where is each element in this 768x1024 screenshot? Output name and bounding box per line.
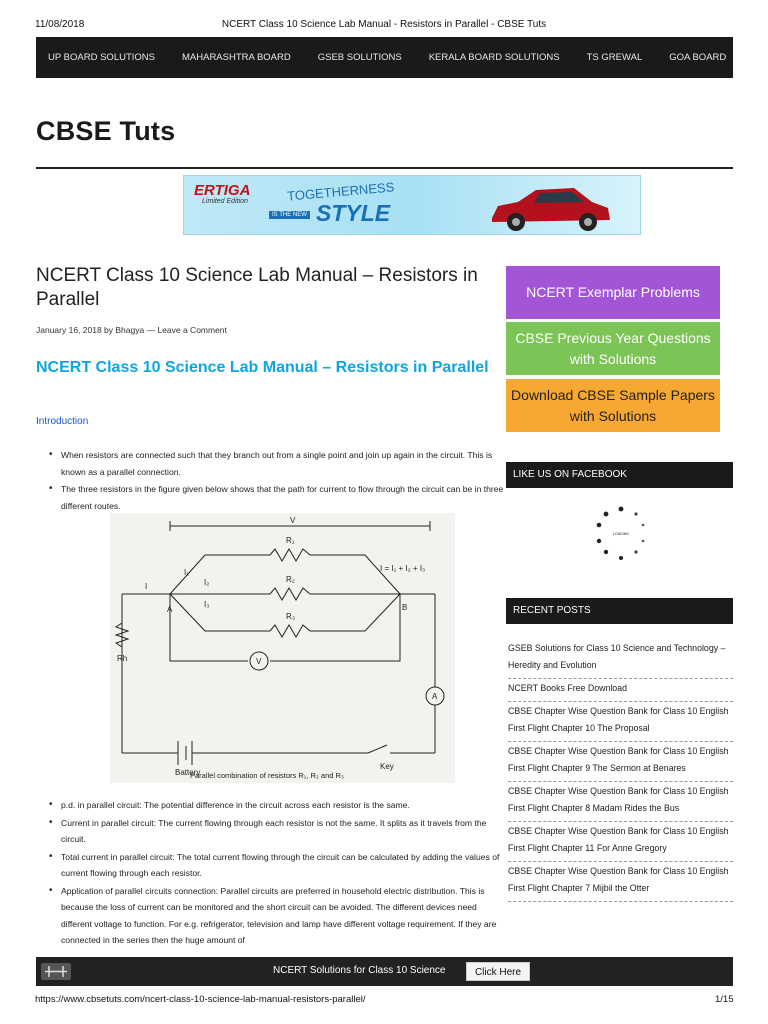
car-image (484, 182, 614, 234)
label-rh: Rh (117, 654, 128, 663)
recent-post-link[interactable]: CBSE Chapter Wise Question Bank for Class 10 English First Flight Chapter 8 Madam Rides the Bus (508, 782, 733, 822)
ad-banner[interactable] (183, 175, 641, 235)
print-title: NCERT Class 10 Science Lab Manual - Resistors in Parallel - CBSE Tuts (221, 19, 547, 30)
label-r2: R₂ (286, 575, 295, 584)
label-b: B (402, 603, 408, 612)
recent-post-link[interactable]: CBSE Chapter Wise Question Bank for Class 10 English First Flight Chapter 7 Mijbil the Otter (508, 862, 733, 902)
ad-line-style: STYLE (316, 200, 391, 226)
nav-item-kerala-board[interactable]: KERALA BOARD SOLUTIONS (428, 52, 560, 63)
list-item: • The three resistors in the figure given below shows that the path for current to flow through the circuit can be in three different routes. (36, 481, 504, 514)
site-title[interactable]: CBSE Tuts (36, 116, 176, 146)
header-divider (36, 167, 733, 169)
nav-item-gseb-solutions[interactable]: GSEB SOLUTIONS (317, 52, 402, 63)
list-item: • p.d. in parallel circuit: The potential difference in the circuit across each resistor is the same. (36, 797, 504, 814)
list-item: • Total current in parallel circuit: The total current flowing through the circuit can be calculated by adding the values of current flowing through each resistor. (36, 849, 504, 882)
print-date: 11/08/2018 (35, 19, 85, 30)
introduction-link[interactable]: Introduction (36, 416, 89, 427)
list-item: • Application of parallel circuits connection: Parallel circuits are preferred in household electric distribution. This is because the loss of current can be monitored and the short circuit can be avoided. The different devices need different voltage to function. For e.g. refrigerator, television and lamp have different voltage requirement. If they are connected in the series then the huge amount of (36, 883, 504, 949)
recent-posts-list (508, 639, 733, 902)
ad-line-togetherness: TOGETHERNESS (286, 179, 395, 204)
print-header (0, 0, 768, 40)
bottom-bar-text: NCERT Solutions for Class 10 Science (273, 965, 446, 976)
section-heading: NCERT Class 10 Science Lab Manual – Resistors in Parallel (36, 359, 489, 376)
top-navigation (36, 37, 733, 78)
label-battery: Battery (175, 768, 201, 777)
label-i2: I₂ (204, 578, 210, 587)
loading-text: LOADING (612, 532, 630, 536)
recent-post-link[interactable]: CBSE Chapter Wise Question Bank for Class 10 English First Flight Chapter 11 For Anne Gregory (508, 822, 733, 862)
intro-bullet-list (36, 447, 504, 515)
ad-brand-sub: Limited Edition (202, 198, 248, 205)
article-meta: January 16, 2018 by Bhagya — Leave a Comment (36, 325, 227, 335)
list-item: • When resistors are connected such that they branch out from a single point and join up again in the circuit. This is known as a parallel connection. (36, 447, 504, 480)
nav-item-maharashtra-board[interactable]: MAHARASHTRA BOARD (182, 52, 291, 63)
label-ammeter: A (432, 692, 438, 701)
recent-post-link[interactable]: CBSE Chapter Wise Question Bank for Class 10 English First Flight Chapter 10 The Proposal (508, 702, 733, 742)
label-a: A (167, 605, 173, 614)
site-logo-icon[interactable] (41, 963, 71, 980)
label-key: Key (380, 762, 394, 771)
sample-papers-button[interactable]: Download CBSE Sample Papers with Solutions (506, 379, 720, 432)
facebook-widget-heading: LIKE US ON FACEBOOK (506, 462, 733, 488)
label-r3: R₃ (286, 612, 296, 621)
previous-year-questions-button[interactable]: CBSE Previous Year Questions with Solutions (506, 322, 720, 375)
ncert-exemplar-button[interactable]: NCERT Exemplar Problems (506, 266, 720, 319)
ad-brand: ERTIGA (194, 182, 251, 199)
article-title: NCERT Class 10 Science Lab Manual – Resistors in Parallel (36, 265, 478, 310)
label-i3: I₃ (204, 600, 210, 609)
label-r1: R₁ (286, 536, 295, 545)
nav-item-ts-grewal[interactable]: TS GREWAL (586, 52, 643, 63)
list-item: • Current in parallel circuit: The current flowing through each resistor is not the same. It splits as it travels from the circuit. (36, 815, 504, 848)
circuit-diagram (110, 513, 455, 783)
print-page-number: 1/15 (715, 994, 734, 1005)
label-i1: I₁ (184, 568, 189, 577)
print-url: https://www.cbsetuts.com/ncert-class-10-science-lab-manual-resistors-parallel/ (35, 994, 366, 1005)
recent-posts-heading: RECENT POSTS (506, 598, 733, 624)
recent-post-link[interactable]: NCERT Books Free Download (508, 679, 733, 702)
label-i: I (145, 582, 148, 591)
label-v: V (290, 516, 296, 525)
label-voltmeter: V (256, 657, 262, 666)
label-current-equation: I = I₁ + I₂ + I₃ (380, 564, 426, 573)
click-here-button[interactable]: Click Here (466, 962, 530, 981)
nav-item-goa-board[interactable]: GOA BOARD (669, 52, 727, 63)
details-bullet-list (36, 797, 504, 950)
recent-post-link[interactable]: GSEB Solutions for Class 10 Science and Technology – Heredity and Evolution (508, 639, 733, 679)
sticky-bottom-bar (36, 957, 733, 986)
loading-spinner-icon (591, 503, 651, 563)
figure-caption: Parallel combination of resistors R₁, R₂ and R₃ (190, 771, 344, 780)
recent-post-link[interactable]: CBSE Chapter Wise Question Bank for Class 10 English First Flight Chapter 9 The Sermon at Benares (508, 742, 733, 782)
ad-line-isnew: IS THE NEW (269, 211, 310, 219)
nav-item-up-board[interactable]: UP BOARD SOLUTIONS (48, 52, 155, 63)
